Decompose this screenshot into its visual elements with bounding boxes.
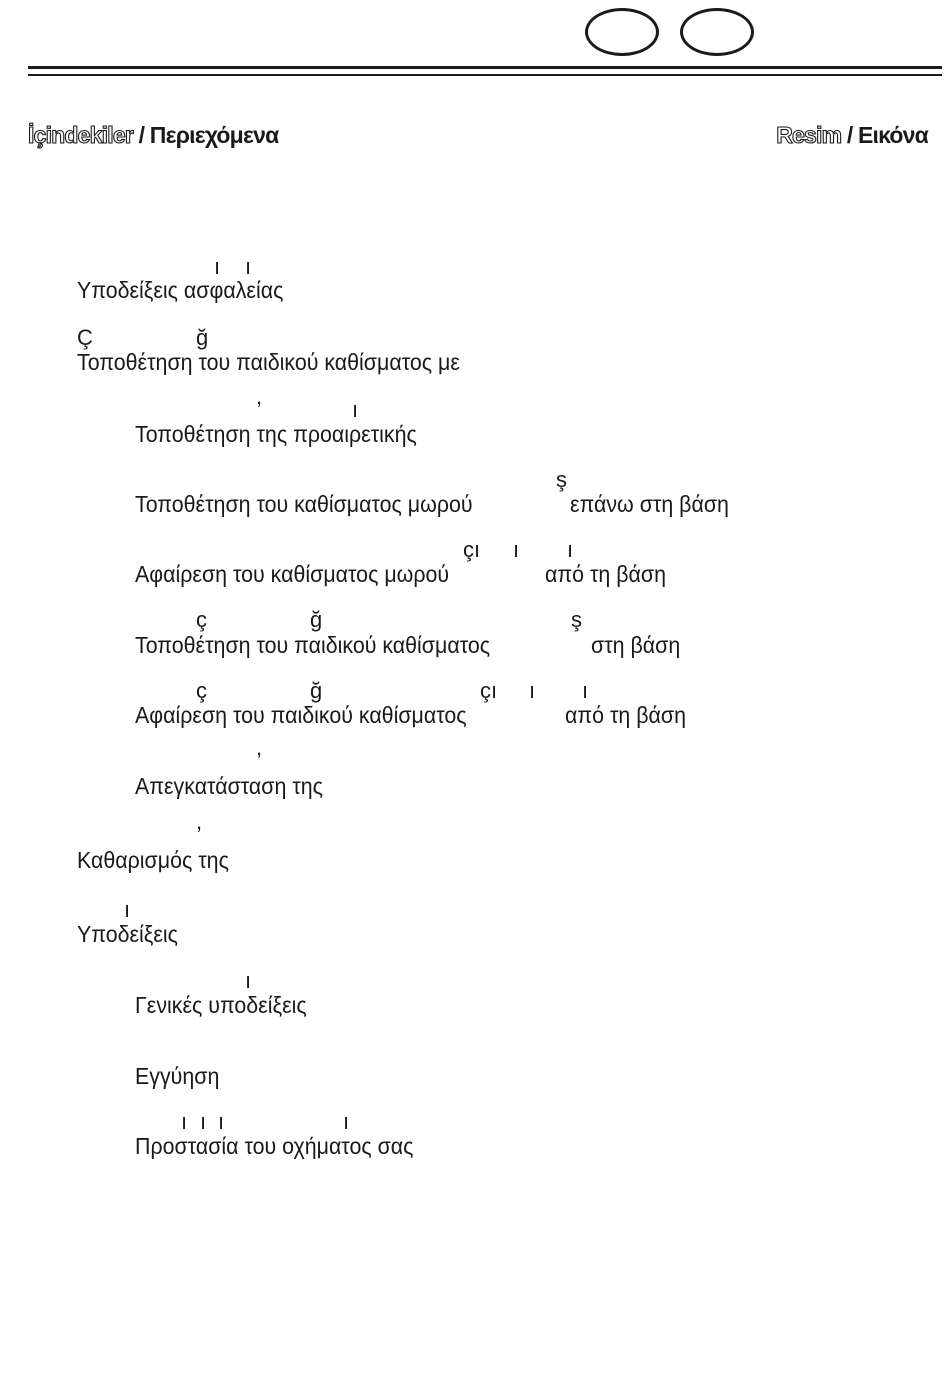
toc-entry-safety[interactable]: Υποδείξεις ασφαλείας <box>77 277 284 303</box>
stray-mark: ı <box>200 1109 207 1134</box>
stray-mark: ğ <box>310 607 323 632</box>
stray-mark: ç <box>196 607 207 632</box>
figure-heading-gr: Εικόνα <box>858 122 928 148</box>
stray-mark: ı <box>582 678 589 703</box>
stray-mark: çı <box>480 678 498 703</box>
figure-heading-tr: Resim <box>776 122 842 148</box>
contents-heading-sep: / <box>132 122 150 148</box>
toc-entry-install-baby-seat-suffix: επάνω στη βάση <box>570 491 729 517</box>
figure-heading <box>776 122 928 149</box>
header-rule-bottom <box>28 74 942 76</box>
stray-mark: ı <box>245 254 252 279</box>
language-circle-2 <box>680 8 754 56</box>
contents-heading-tr: İçindekiler <box>28 122 133 148</box>
toc-entry-install-seat-with[interactable]: Τοποθέτηση του παιδικού καθίσματος με <box>77 349 460 375</box>
toc-entry-install-child-seat-suffix: στη βάση <box>591 632 681 658</box>
stray-mark: ı <box>181 1109 188 1134</box>
toc-entry-install-baby-seat[interactable]: Τοποθέτηση του καθίσματος μωρού <box>135 491 473 517</box>
stray-mark: ş <box>571 607 582 632</box>
stray-mark: ı <box>124 897 131 922</box>
toc-entry-cleaning[interactable]: Καθαρισμός της <box>77 847 229 873</box>
stray-mark: ğ <box>310 678 323 703</box>
stray-mark: , <box>256 384 263 409</box>
toc-entry-remove-child-seat[interactable]: Αφαίρεση του παιδικού καθίσματος <box>135 702 467 728</box>
toc-entry-remove-baby-seat[interactable]: Αφαίρεση του καθίσματος μωρού <box>135 561 450 587</box>
toc-entry-general-notes[interactable]: Γενικές υποδείξεις <box>135 992 307 1018</box>
stray-mark: çı <box>463 537 481 562</box>
figure-heading-sep: / <box>841 122 859 148</box>
stray-mark: ı <box>352 397 359 422</box>
stray-mark: ı <box>529 678 536 703</box>
toc-entry-remove-baby-seat-suffix: από τη βάση <box>545 561 667 587</box>
toc-entry-warranty[interactable]: Εγγύηση <box>135 1063 220 1089</box>
toc-entry-notes[interactable]: Υποδείξεις <box>77 921 178 947</box>
stray-mark: Ç <box>77 325 93 350</box>
header-rule-top <box>28 66 942 69</box>
stray-mark: ı <box>218 1109 225 1134</box>
stray-mark: , <box>196 809 203 834</box>
stray-mark: ı <box>214 254 221 279</box>
stray-mark: ı <box>567 537 574 562</box>
toc-entry-vehicle-protection[interactable]: Προστασία του οχήματος σας <box>135 1133 414 1159</box>
contents-heading <box>28 122 278 149</box>
stray-mark: ı <box>513 537 520 562</box>
stray-mark: ı <box>245 968 252 993</box>
stray-mark: ğ <box>196 325 209 350</box>
toc-entry-remove-child-seat-suffix: από τη βάση <box>565 702 687 728</box>
toc-entry-uninstall[interactable]: Απεγκατάσταση της <box>135 773 323 799</box>
language-circle-1 <box>585 8 659 56</box>
toc-entry-install-optional[interactable]: Τοποθέτηση της προαιρετικής <box>135 421 417 447</box>
stray-mark: , <box>256 735 263 760</box>
stray-mark: ç <box>196 678 207 703</box>
stray-mark: ı <box>343 1109 350 1134</box>
stray-mark: ş <box>556 467 567 492</box>
contents-heading-gr: Περιεχόμενα <box>149 122 279 148</box>
toc-entry-install-child-seat[interactable]: Τοποθέτηση του παιδικού καθίσματος <box>135 632 491 658</box>
